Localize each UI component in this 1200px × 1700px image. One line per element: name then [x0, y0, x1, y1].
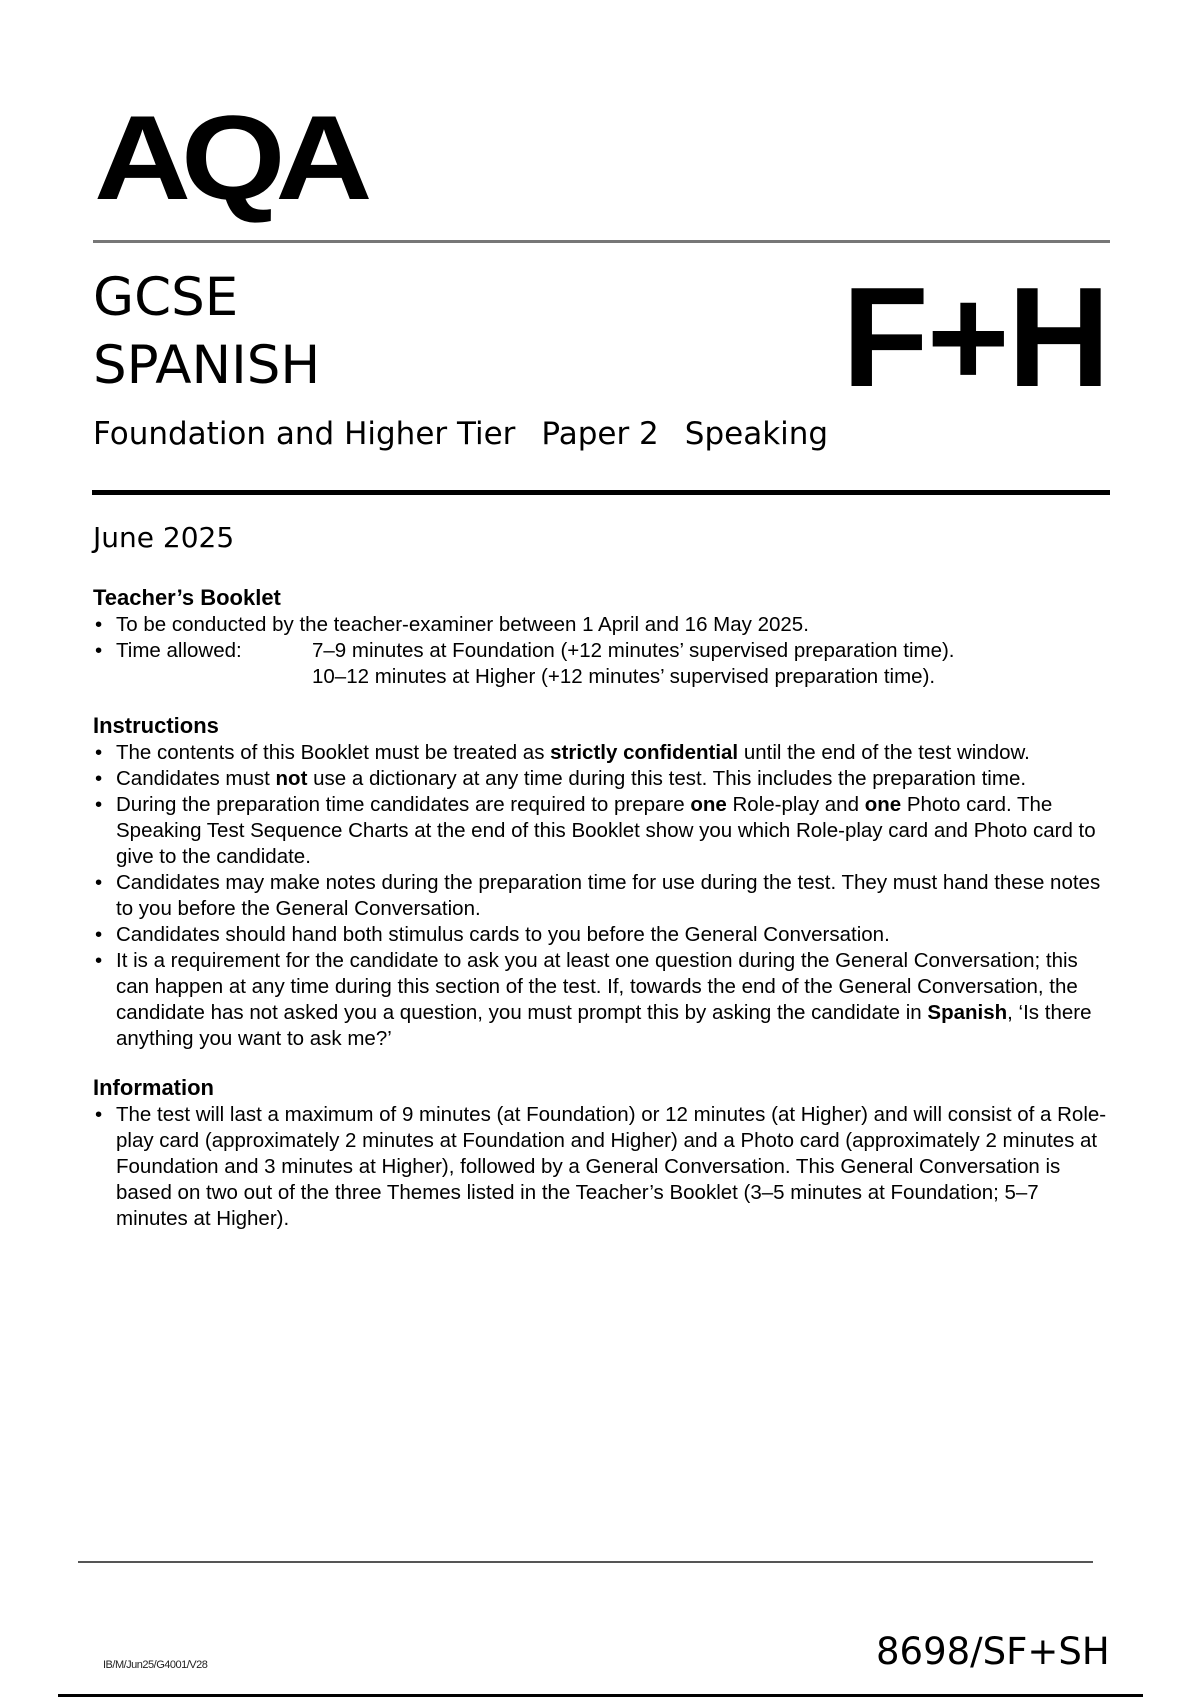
- instruction-text: Candidates may make notes during the preparation time for use during the test. They must hand these notes to you before the General Conversation.: [116, 871, 1101, 920]
- time-allowed-label: • Time allowed:: [116, 639, 242, 662]
- instruction-text: until the end of the test window.: [738, 741, 1030, 764]
- time-allowed-row: [116, 638, 1113, 690]
- list-item: [93, 948, 1113, 1052]
- instruction-text: Photo card. The Speaking Test Sequence Charts at the end of this Booklet show you which Role-play card and Photo card to give to the candidate.: [116, 793, 1096, 868]
- list-item: [93, 922, 1113, 948]
- instruction-emphasis: one: [864, 793, 902, 816]
- paper-label: Paper 2: [541, 416, 659, 452]
- instructions-list: [93, 740, 1113, 1052]
- instruction-text: , ‘Is there anything you want to ask me?’: [116, 1001, 1092, 1050]
- instruction-text: Candidates must: [116, 767, 276, 790]
- instruction-emphasis: strictly confidential: [550, 741, 739, 764]
- teachers-booklet-heading: Teacher’s Booklet: [93, 585, 281, 610]
- title-divider: [92, 490, 1110, 495]
- information-heading: Information: [93, 1075, 214, 1100]
- subject-title: SPANISH: [93, 335, 321, 396]
- footer-divider: [78, 1561, 1093, 1563]
- tier-code: F+H: [842, 258, 1109, 417]
- header-divider: [93, 240, 1110, 243]
- tier-label: Foundation and Higher Tier: [93, 416, 516, 452]
- information-text: The test will last a maximum of 9 minutes (at Foundation) or 12 minutes (at Higher) and will consist of a Role-play card (approximately 2 minutes at Foundation and Higher) and a Photo card (approximately 2 minutes at Foundation and 3 minutes at Higher), followed by a General Conversation. This General Conversation is based on two out of the three Themes listed in the Teacher’s Booklet (3–5 minutes at Foundation; 5–7 minutes at Higher).: [116, 1103, 1107, 1230]
- conducted-text: To be conducted by the teacher-examiner between 1 April and 16 May 2025.: [116, 613, 809, 636]
- document-reference: IB/M/Jun25/G4001/V28: [103, 1659, 208, 1671]
- teachers-booklet-list: [93, 612, 1113, 690]
- instruction-text: Role-play and: [726, 793, 865, 816]
- component-label: Speaking: [684, 416, 829, 452]
- list-item: [93, 766, 1113, 792]
- page-bottom-edge: [58, 1694, 1143, 1697]
- instruction-emphasis: not: [275, 767, 308, 790]
- qualification-title: GCSE: [93, 267, 239, 328]
- instruction-text: Candidates should hand both stimulus cards to you before the General Conversation.: [116, 923, 890, 946]
- list-item: [93, 792, 1113, 870]
- list-item: [93, 740, 1113, 766]
- time-allowed-values: [312, 638, 955, 690]
- exam-date: June 2025: [93, 521, 235, 554]
- time-higher: 10–12 minutes at Higher (+12 minutes’ supervised preparation time).: [312, 665, 936, 688]
- instruction-text: use a dictionary at any time during this test. This includes the preparation time.: [307, 767, 1027, 790]
- information-section: [93, 1074, 1113, 1232]
- list-item: [93, 638, 1113, 690]
- list-item: [93, 612, 1113, 638]
- aqa-logo: AQA: [94, 91, 363, 225]
- teachers-booklet-section: [93, 584, 1113, 690]
- instruction-text: During the preparation time candidates are required to prepare: [116, 793, 691, 816]
- instruction-emphasis: one: [690, 793, 727, 816]
- time-foundation: 7–9 minutes at Foundation (+12 minutes’ supervised preparation time).: [312, 639, 955, 662]
- cover-content: [93, 584, 1113, 1232]
- instructions-heading: Instructions: [93, 713, 219, 738]
- list-item: [93, 870, 1113, 922]
- paper-subtitle: [93, 414, 828, 454]
- instruction-text: The contents of this Booklet must be treated as: [116, 741, 551, 764]
- paper-code: 8698/SF+SH: [876, 1630, 1110, 1673]
- instruction-emphasis: Spanish: [927, 1001, 1008, 1024]
- information-list: [93, 1102, 1113, 1232]
- instruction-text: It is a requirement for the candidate to ask you at least one question during the General Conversation; this can happen at any time during this section of the test. If, towards the end of the General Conversation, the candidate has not asked you a question, you must prompt this by asking the candidate in: [116, 949, 1078, 1024]
- list-item: [93, 1102, 1113, 1232]
- instructions-section: [93, 712, 1113, 1052]
